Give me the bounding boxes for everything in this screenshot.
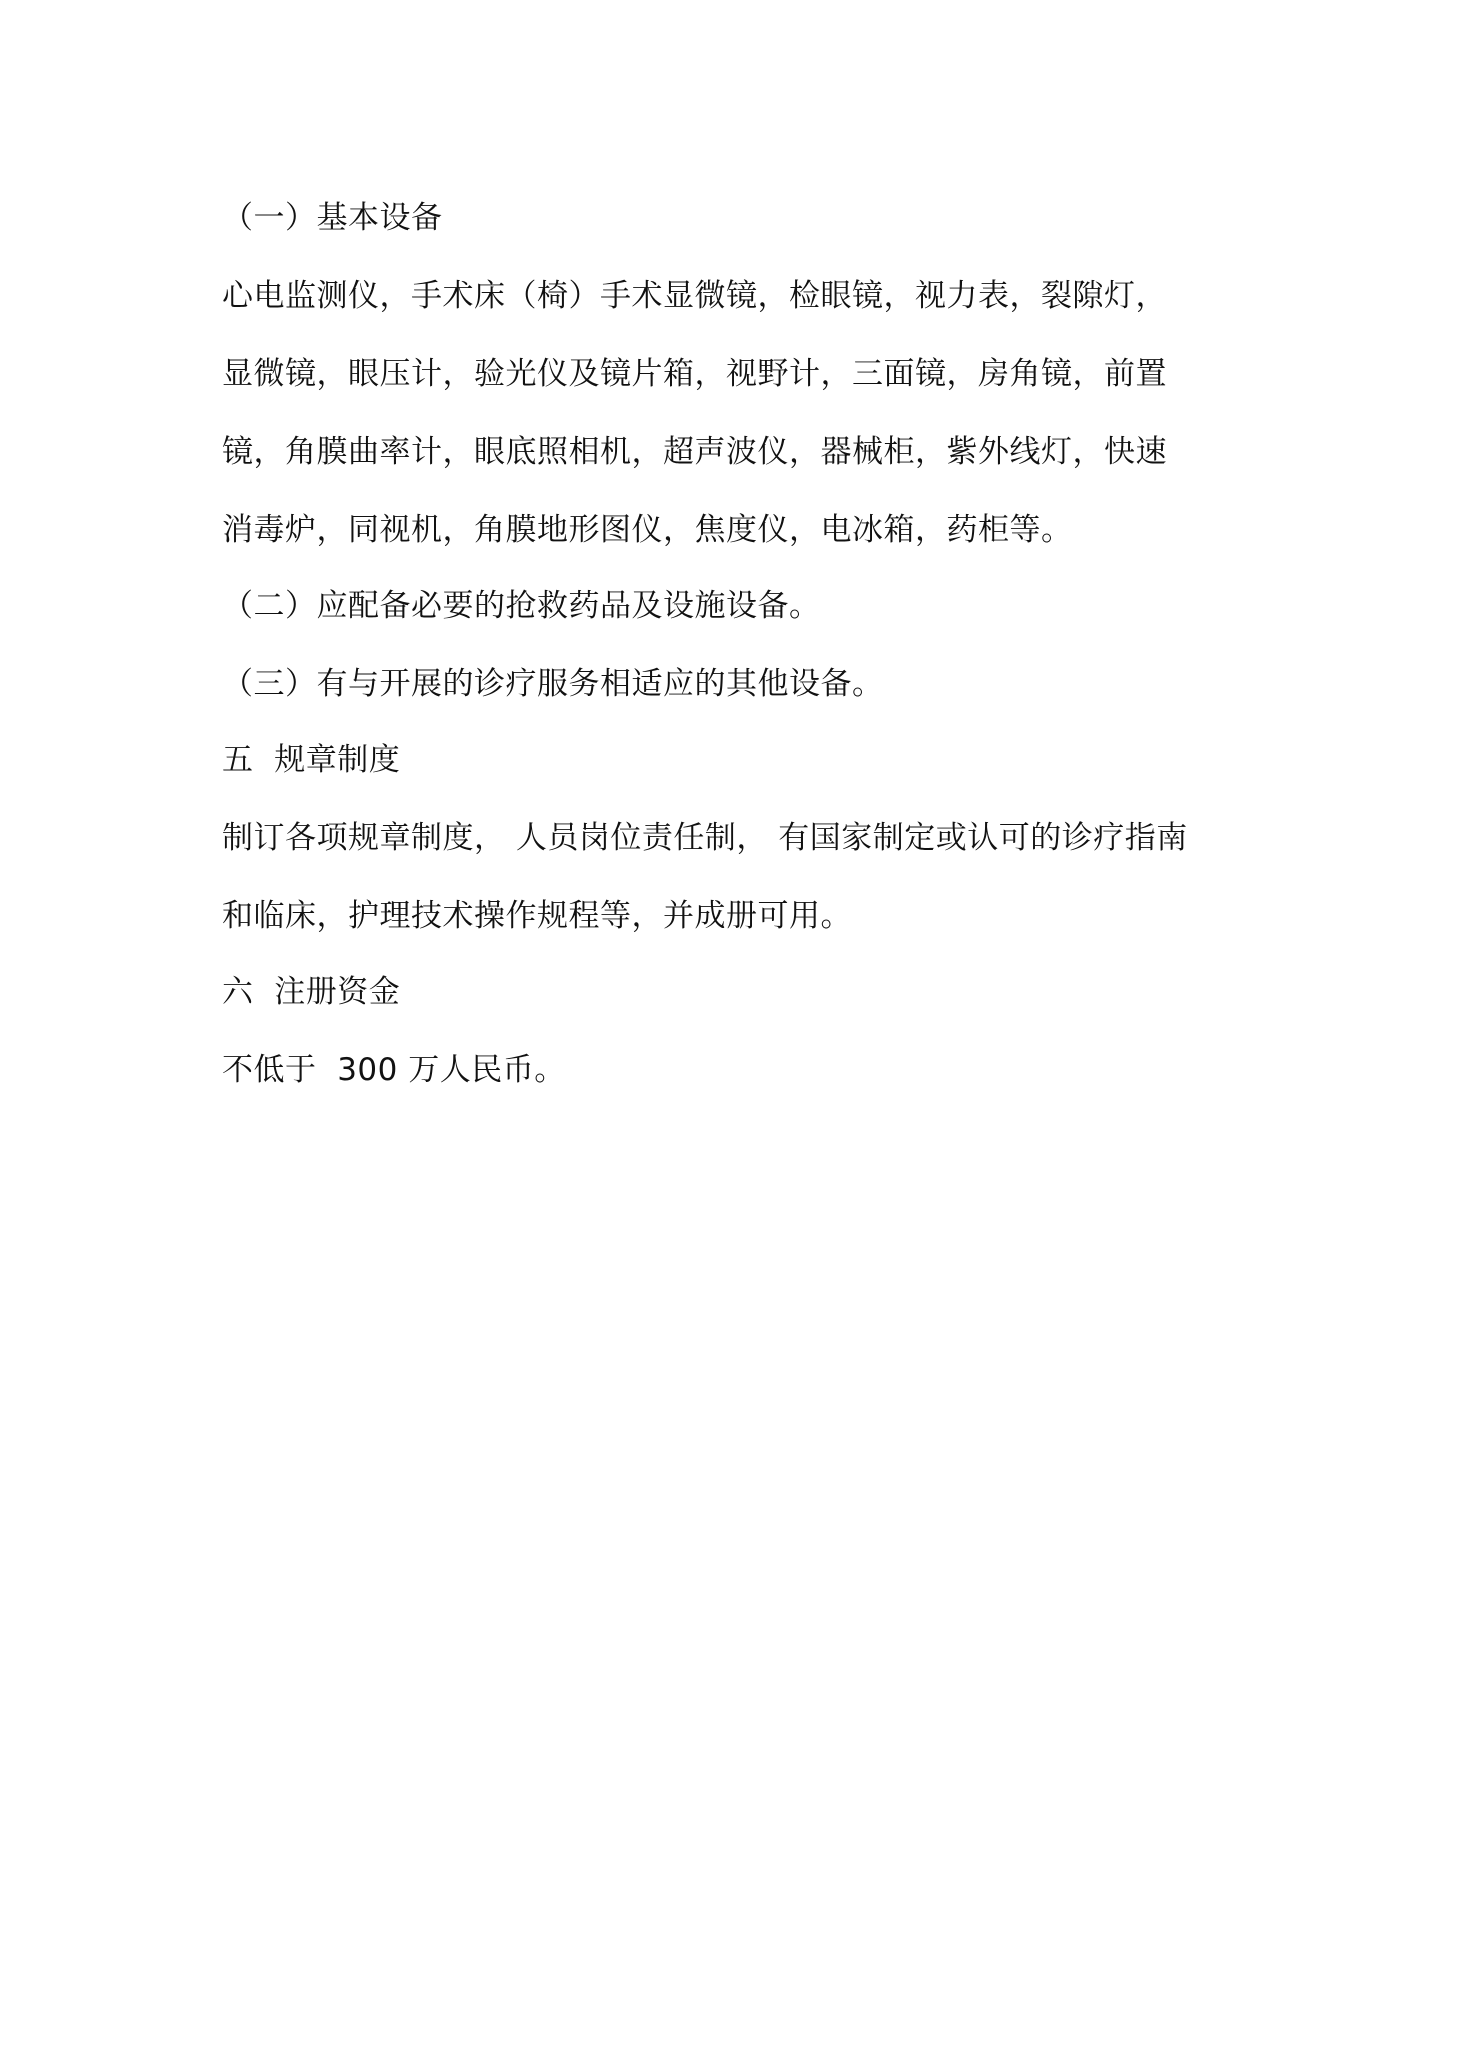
equipment-list-line-2: 显微镜，眼压计，验光仪及镜片箱，视野计，三面镜，房角镜，前置 xyxy=(222,356,1167,392)
section-heading-basic-equipment: （一）基本设备 xyxy=(222,200,443,236)
rescue-equipment-item: （二）应配备必要的抢救药品及设施设备。 xyxy=(222,588,821,624)
equipment-list-line-4: 消毒炉，同视机，角膜地形图仪，焦度仪，电冰箱，药柜等。 xyxy=(222,512,1073,548)
registered-capital-text: 不低于 300 万人民币。 xyxy=(222,1052,566,1088)
section-heading-registered-capital: 六 注册资金 xyxy=(222,974,401,1010)
equipment-list-line-1: 心电监测仪，手术床（椅）手术显微镜，检眼镜，视力表，裂隙灯， xyxy=(222,278,1167,314)
section-heading-regulations: 五 规章制度 xyxy=(222,742,401,778)
regulations-line-1: 制订各项规章制度， 人员岗位责任制， 有国家制定或认可的诊疗指南 xyxy=(222,820,1188,856)
equipment-list-line-3: 镜，角膜曲率计，眼底照相机，超声波仪，器械柜，紫外线灯，快速 xyxy=(222,434,1167,470)
other-equipment-item: （三）有与开展的诊疗服务相适应的其他设备。 xyxy=(222,666,884,702)
regulations-line-2: 和临床，护理技术操作规程等，并成册可用。 xyxy=(222,898,852,934)
